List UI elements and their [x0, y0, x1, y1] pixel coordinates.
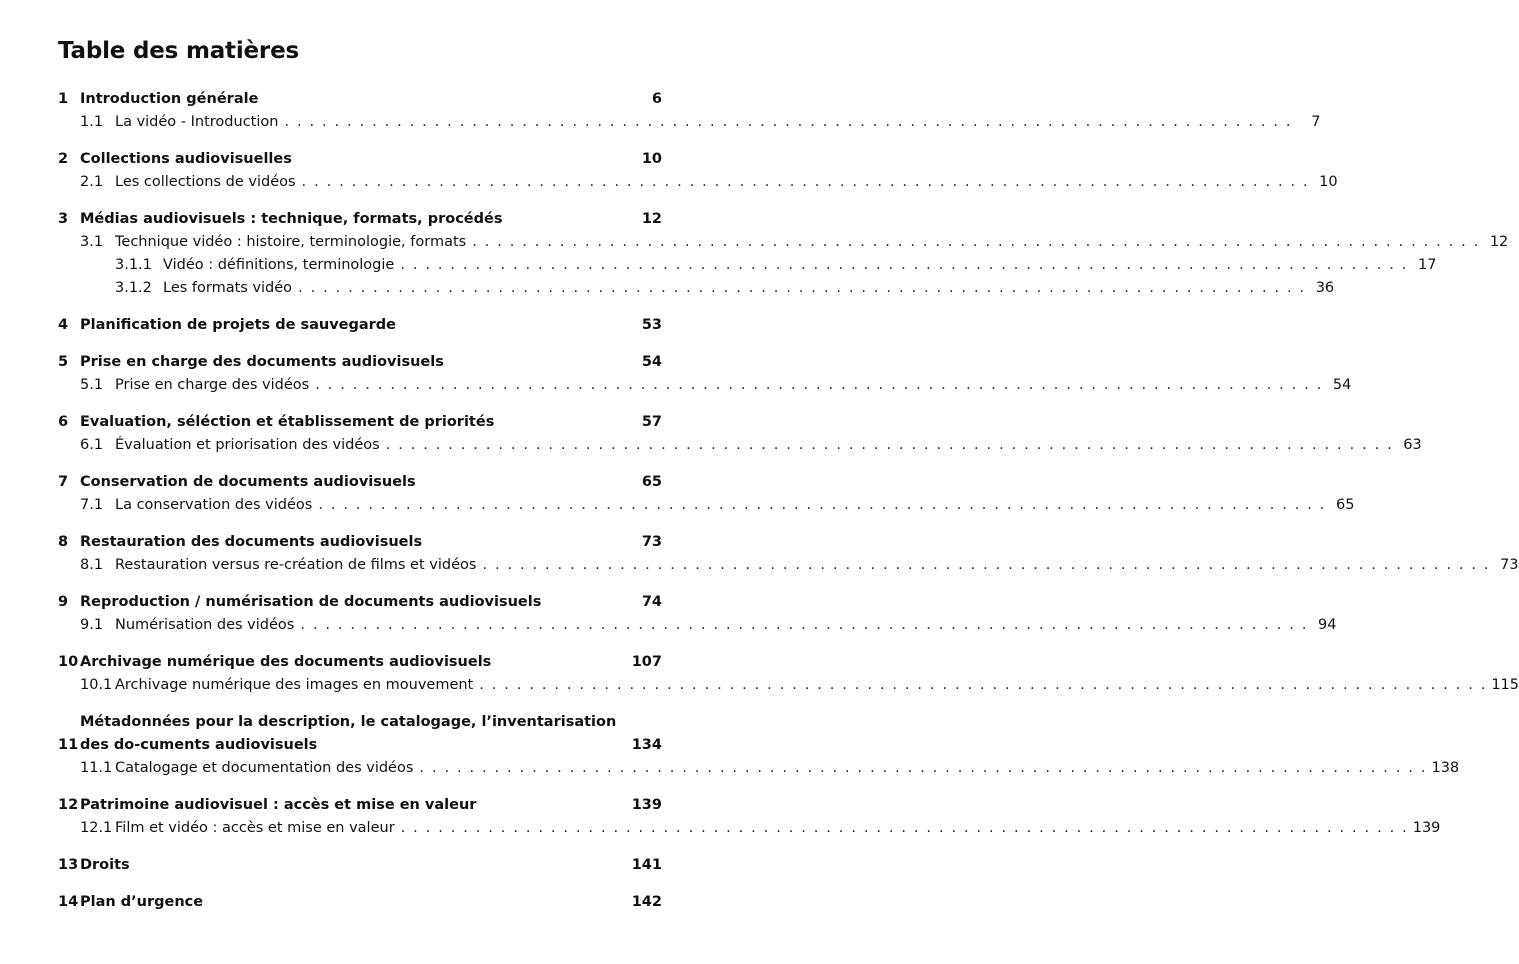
- entry-page-number: 63: [1403, 437, 1422, 453]
- toc-chapter: [58, 411, 1422, 457]
- entry-page-number: 54: [641, 354, 662, 370]
- entry-page-number: 54: [1332, 377, 1352, 393]
- chapter-entry[interactable]: [58, 88, 662, 111]
- entry-page-number: 7: [1311, 114, 1321, 130]
- dot-leader: [472, 231, 1478, 254]
- entry-title: Catalogage et documentation des vidéos: [115, 760, 414, 776]
- toc-chapter: [58, 471, 1355, 517]
- entry-title: Droits: [80, 857, 130, 873]
- dot-leader: [318, 494, 1324, 517]
- entry-page-number: 138: [1431, 760, 1460, 776]
- entry-number: 10.1: [80, 677, 113, 693]
- entry-title: Métadonnées pour la description, le catalogage, l’inventarisation des do-cuments audiovisuels: [80, 714, 617, 753]
- entry-title: Vidéo : définitions, terminologie: [163, 257, 395, 273]
- toc-chapter: [58, 711, 1460, 780]
- dot-leader: [315, 374, 1321, 397]
- entry-number: 12.1: [80, 820, 113, 836]
- entry-title: Numérisation des vidéos: [115, 617, 295, 633]
- entry-number: 8.1: [80, 557, 104, 573]
- entry-title: Plan d’urgence: [80, 894, 204, 910]
- entry-page-number: 73: [1500, 557, 1519, 573]
- entry-page-number: 57: [641, 414, 662, 430]
- section-entry[interactable]: [58, 817, 1441, 840]
- entry-title: Patrimoine audiovisuel : accès et mise en valeur: [80, 797, 477, 813]
- entry-title: Archivage numérique des documents audiovisuels: [80, 654, 492, 670]
- chapter-entry[interactable]: [58, 794, 662, 817]
- entry-number: 6: [58, 414, 69, 430]
- chapter-entry[interactable]: [58, 651, 662, 674]
- toc-chapter: [58, 854, 662, 877]
- entry-page-number: 94: [1317, 617, 1337, 633]
- dot-leader: [284, 111, 1290, 134]
- entry-number: 11.1: [80, 760, 113, 776]
- chapter-entry[interactable]: [58, 591, 662, 614]
- entry-page-number: 139: [1412, 820, 1441, 836]
- toc-chapter: [58, 891, 662, 914]
- entry-title: Introduction générale: [80, 91, 259, 107]
- toc-chapter: [58, 531, 1519, 577]
- chapter-entry[interactable]: [58, 351, 662, 374]
- toc-chapter: [58, 88, 1321, 134]
- chapter-entry[interactable]: [58, 411, 662, 434]
- entry-page-number: 141: [631, 857, 662, 873]
- entry-title: Reproduction / numérisation de documents audiovisuels: [80, 594, 542, 610]
- toc-chapter: [58, 351, 1352, 397]
- entry-page-number: 73: [641, 534, 662, 550]
- section-entry[interactable]: [58, 674, 1519, 697]
- entry-title: Collections audiovisuelles: [80, 151, 292, 167]
- entry-number: 2.1: [80, 174, 104, 190]
- entry-number: 7.1: [80, 497, 104, 513]
- dot-leader: [302, 171, 1308, 194]
- entry-number: 11: [58, 737, 79, 753]
- toc-chapter: [58, 314, 662, 337]
- entry-title: Conservation de documents audiovisuels: [80, 474, 416, 490]
- chapter-entry[interactable]: [58, 314, 662, 337]
- entry-title: La vidéo - Introduction: [115, 114, 279, 130]
- entry-page-number: 17: [1417, 257, 1437, 273]
- toc-page: [58, 36, 1519, 928]
- section-entry[interactable]: [58, 171, 1338, 194]
- section-entry[interactable]: [58, 494, 1355, 517]
- entry-page-number: 36: [1315, 280, 1335, 296]
- entry-number: 4: [58, 317, 69, 333]
- entry-page-number: 65: [1335, 497, 1355, 513]
- entry-page-number: 74: [641, 594, 662, 610]
- dot-leader: [386, 434, 1392, 457]
- entry-page-number: 10: [1319, 174, 1338, 190]
- entry-title: La conservation des vidéos: [115, 497, 313, 513]
- section-entry[interactable]: [58, 554, 1519, 577]
- entry-title: Archivage numérique des images en mouvement: [115, 677, 474, 693]
- toc-chapter: [58, 148, 1338, 194]
- entry-page-number: 115: [1491, 677, 1519, 693]
- toc-list: [58, 88, 1519, 914]
- entry-number: 13: [58, 857, 79, 873]
- entry-number: 1: [58, 91, 69, 107]
- entry-title: Prise en charge des documents audiovisuels: [80, 354, 444, 370]
- entry-title: Évaluation et priorisation des vidéos: [115, 437, 380, 453]
- section-entry[interactable]: [58, 374, 1352, 397]
- dot-leader: [401, 817, 1407, 840]
- entry-number: 3.1.2: [115, 280, 152, 296]
- entry-title: Evaluation, séléction et établissement de priorités: [80, 414, 495, 430]
- section-entry[interactable]: [58, 231, 1509, 254]
- toc-chapter: [58, 208, 1509, 300]
- entry-title: Film et vidéo : accès et mise en valeur: [115, 820, 395, 836]
- dot-leader: [482, 554, 1488, 577]
- entry-number: 9.1: [80, 617, 104, 633]
- subsection-entry[interactable]: [58, 277, 1335, 300]
- entry-title: Les collections de vidéos: [115, 174, 296, 190]
- entry-number: 3: [58, 211, 69, 227]
- entry-title: Médias audiovisuels : technique, formats, procédés: [80, 211, 503, 227]
- entry-title: Restauration des documents audiovisuels: [80, 534, 423, 550]
- dot-leader: [419, 757, 1425, 780]
- entry-title: Planification de projets de sauvegarde: [80, 317, 397, 333]
- section-entry[interactable]: [58, 614, 1337, 637]
- entry-title: Les formats vidéo: [163, 280, 293, 296]
- entry-number: 5: [58, 354, 69, 370]
- entry-title: Prise en charge des vidéos: [115, 377, 310, 393]
- entry-page-number: 6: [651, 91, 662, 107]
- chapter-entry[interactable]: [58, 854, 662, 877]
- chapter-entry[interactable]: [58, 711, 662, 757]
- dot-leader: [479, 674, 1485, 697]
- chapter-entry[interactable]: [58, 891, 662, 914]
- entry-number: 8: [58, 534, 69, 550]
- subsection-entry[interactable]: [58, 254, 1437, 277]
- section-entry[interactable]: [58, 757, 1460, 780]
- entry-page-number: 10: [641, 151, 662, 167]
- chapter-entry[interactable]: [58, 531, 662, 554]
- chapter-entry[interactable]: [58, 148, 662, 171]
- entry-number: 9: [58, 594, 69, 610]
- entry-title: Restauration versus re-création de films et vidéos: [115, 557, 477, 573]
- dot-leader: [300, 614, 1306, 637]
- toc-chapter: [58, 794, 1441, 840]
- toc-chapter: [58, 651, 1519, 697]
- entry-title: Technique vidéo : histoire, terminologie, formats: [115, 234, 467, 250]
- entry-page-number: 65: [641, 474, 662, 490]
- dot-leader: [400, 254, 1406, 277]
- entry-number: 12: [58, 797, 79, 813]
- entry-page-number: 53: [641, 317, 662, 333]
- entry-number: 6.1: [80, 437, 104, 453]
- entry-number: 5.1: [80, 377, 104, 393]
- entry-page-number: 139: [631, 797, 662, 813]
- entry-number: 2: [58, 151, 69, 167]
- entry-page-number: 134: [631, 737, 662, 753]
- entry-number: 3.1.1: [115, 257, 152, 273]
- entry-number: 7: [58, 474, 69, 490]
- entry-page-number: 107: [631, 654, 662, 670]
- entry-number: 3.1: [80, 234, 104, 250]
- section-entry[interactable]: [58, 111, 1321, 134]
- entry-number: 14: [58, 894, 79, 910]
- entry-page-number: 12: [641, 211, 662, 227]
- toc-chapter: [58, 591, 1337, 637]
- dot-leader: [298, 277, 1304, 300]
- section-entry[interactable]: [58, 434, 1422, 457]
- entry-page-number: 142: [631, 894, 662, 910]
- entry-page-number: 12: [1489, 234, 1509, 250]
- entry-number: 1.1: [80, 114, 104, 130]
- entry-number: 10: [58, 654, 79, 670]
- chapter-entry[interactable]: [58, 208, 662, 231]
- toc-title: Table des matières: [58, 38, 299, 64]
- chapter-entry[interactable]: [58, 471, 662, 494]
